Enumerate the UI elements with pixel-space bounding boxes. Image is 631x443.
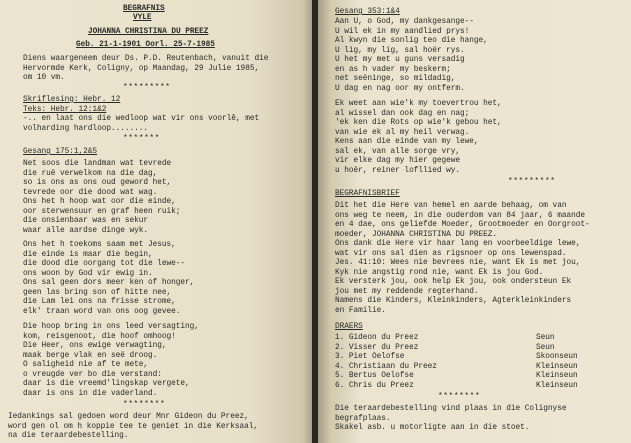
verse-line: al wissel dan ook dag en nag; xyxy=(335,109,470,118)
header-vyle: VYLE xyxy=(133,14,152,22)
closing-line: na die teraardebestelling. xyxy=(8,432,129,440)
bearer-name: 6. Chris du Preez xyxy=(335,381,414,390)
verse-line: Aan U, o God, my dankgesange-- xyxy=(335,18,474,26)
verse-line: die einde is maar die begin, xyxy=(23,250,153,259)
bearer-name: 1. Gideon du Preez xyxy=(335,334,419,342)
bearer-name: 3. Piet Oelofse xyxy=(335,353,405,361)
verse-line: waar alle aardse dinge wyk. xyxy=(23,226,148,235)
hymn-heading: Gesang 175:1,2&5 xyxy=(23,148,98,156)
bearers-heading: DRAERS xyxy=(335,323,363,331)
verse-line: o vreugde ver bo die verstand: xyxy=(23,370,162,379)
verse-line: Ons sal geen dors meer ken of honger, xyxy=(23,279,195,287)
bearer-relation: Skoonseun xyxy=(536,353,578,361)
obituary-line: Namens die Kinders, Kleinkinders, Agterkleinkinders xyxy=(335,297,572,305)
bearer-name: 2. Visser du Preez xyxy=(335,343,419,352)
verse-line: die dood die oorgang tot die lewe-- xyxy=(23,260,186,268)
obituary-line: en 4 dae, ons geliefde Moeder, Grootmoeder en Oorgroot- xyxy=(335,221,590,229)
star-divider: ********* xyxy=(123,84,171,92)
obituary-line: Jes. 41:10: Wees nie bevrees nie, want Ek is met jou, xyxy=(335,259,581,267)
obituary-line: en Familie. xyxy=(335,306,386,315)
verse-line: u hoër, reiner lofllied wy. xyxy=(335,166,460,175)
sermon-text-line: -.. en laat ons die wedloop wat vir ons voorlê, met xyxy=(23,115,260,123)
verse-line: tevrede oor die dood wat wag. xyxy=(23,188,158,197)
left-page xyxy=(0,0,312,443)
verse-line: daar is ons in die vaderland. xyxy=(23,389,158,398)
bearer-relation: Seun xyxy=(536,334,555,342)
sermon-text: Teks: Hebr. 12:1&2 xyxy=(23,105,107,114)
bearer-relation: Kleinseun xyxy=(536,372,578,380)
verse-line: O saligheid nie af te mete, xyxy=(23,361,148,369)
obituary-line: ons weg te neem, in die ouderdom van 84 jaar, 6 maande xyxy=(335,211,585,220)
star-divider: ******** xyxy=(438,393,481,401)
verse-line: sal ek, van alle sorge vry, xyxy=(335,147,460,156)
final-line: Skakel asb. u motorligte aan in die stoet. xyxy=(335,424,530,432)
obituary-heading: BEGRAFNISBRIEF xyxy=(335,190,400,198)
obituary-line: Ek versterk jou, ook help Ek jou, ook ondersteun Ek xyxy=(335,278,572,286)
star-divider: ********* xyxy=(508,178,556,186)
sermon-text-line: volharding hardloop........ xyxy=(23,124,148,133)
closing-line: word gen ol om h koppie tee te geniet in die Kerksaal, xyxy=(8,422,258,431)
verse-line: die Lam lei ons na frisse strome, xyxy=(23,298,176,306)
bearer-relation: Seun xyxy=(536,343,555,352)
star-divider: ******** xyxy=(123,401,166,409)
intro-line: Hervormde Kerk, Coligny, op Maandag, 29 Julie 1985, xyxy=(23,64,260,73)
verse-line: U wil ek in my aandlied prys! xyxy=(335,27,470,36)
verse-line: Die hoop bring in ons leed versagting, xyxy=(23,323,199,331)
verse-line: elk' traan word van ons oog gevee. xyxy=(23,307,181,316)
verse-line: U dag en nag oor my ontferm. xyxy=(335,84,465,93)
final-line: Die teraardebestelling vind plaas in die Colignyse xyxy=(335,405,567,413)
final-line: begrafplaas. xyxy=(335,414,391,423)
verse-line: Kens aan die einde van my lewe, xyxy=(335,138,479,146)
bearer-relation: Kleinseun xyxy=(536,362,578,371)
obituary-line: Ons dank die Here vir haar lang en voorbeeldige lewe, xyxy=(335,240,581,248)
verse-line: so is ons as ons oud geword het, xyxy=(23,179,172,187)
obituary-line: jou met my reddende regterhand. xyxy=(335,287,479,296)
verse-line: maak berge vlak en seë droog. xyxy=(23,351,158,360)
verse-line: U het my met u guns versadig xyxy=(335,56,465,64)
birth-death-dates: Geb. 21-1-1901 Oorl. 25-7-1985 xyxy=(76,41,215,49)
verse-line: 'ek ken die Rots op wie'k gebou het, xyxy=(335,119,502,127)
intro-line: om 10 vm. xyxy=(23,74,65,82)
intro-line: Diens waargeneem deur Ds. P.D. Reutenbach, vanuit die xyxy=(23,55,269,63)
verse-line: die ruë verwelkom na die dag, xyxy=(23,169,158,178)
obituary-line: moeder, JOHANNA CHRISTINA DU PREEZ. xyxy=(335,230,498,239)
verse-line: die onsienbaar was en sekur xyxy=(23,217,148,225)
verse-line: ons woon by God vir ewig in. xyxy=(23,269,153,278)
verse-line: Ons het h toekoms saam met Jesus, xyxy=(23,241,176,249)
verse-line: oor sterwensuur en graf heen ruik; xyxy=(23,207,181,216)
bearer-relation: Kleinseun xyxy=(536,381,578,390)
verse-line: vir elke dag my hier gegewe xyxy=(335,157,460,165)
bearer-name: 4. Christiaan du Preez xyxy=(335,362,437,371)
star-divider: ******* xyxy=(123,135,160,143)
verse-line: daar is die vreemd'lingskap vergete, xyxy=(23,380,190,388)
verse-line: en as h vader my beskerm; xyxy=(335,65,451,74)
deceased-name: JOHANNA CHRISTINA DU PREEZ xyxy=(88,28,209,36)
verse-line: van wie ek al my heil verwag. xyxy=(335,128,470,137)
verse-line: Ons het h hoop wat oor die einde, xyxy=(23,198,176,206)
right-page xyxy=(318,0,631,443)
obituary-line: Kyk nie angstig rond nie, want Ek is jou God. xyxy=(335,268,544,277)
verse-line: U lig, my lig, sal hoër rys. xyxy=(335,46,465,55)
verse-line: Net soos die landman wat tevrede xyxy=(23,160,172,168)
hymn-heading: Gesang 353:1&4 xyxy=(335,8,400,16)
verse-line: Al kwyn die sonlig teo die hange, xyxy=(335,37,488,45)
bearer-name: 5. Bertus Oelofse xyxy=(335,372,414,380)
closing-line: Iedankings sal gedoen word deur Mnr Gideon du Preez, xyxy=(8,413,249,421)
verse-line: Die Heer, ons ewige verwagting, xyxy=(23,342,167,350)
obituary-line: Dit het die Here van hemel en aarde behaag, om van xyxy=(335,202,567,210)
verse-line: kom, reisgenoot, die hoof omhoog! xyxy=(23,332,176,341)
verse-line: net seëninge, so mildadig, xyxy=(335,75,456,83)
obituary-line: wat vir ons sal dien as rigsnoer op ons lewenspad. xyxy=(335,249,567,258)
scripture-reading: Skriflesing: Hebr. 12 xyxy=(23,96,121,104)
verse-line: geen las bring son of hitte nee, xyxy=(23,288,172,297)
verse-line: Ek weet aan wie'k my toevertrou het, xyxy=(335,100,502,108)
header-begrafnis: BEGRAFNIS xyxy=(123,5,165,13)
